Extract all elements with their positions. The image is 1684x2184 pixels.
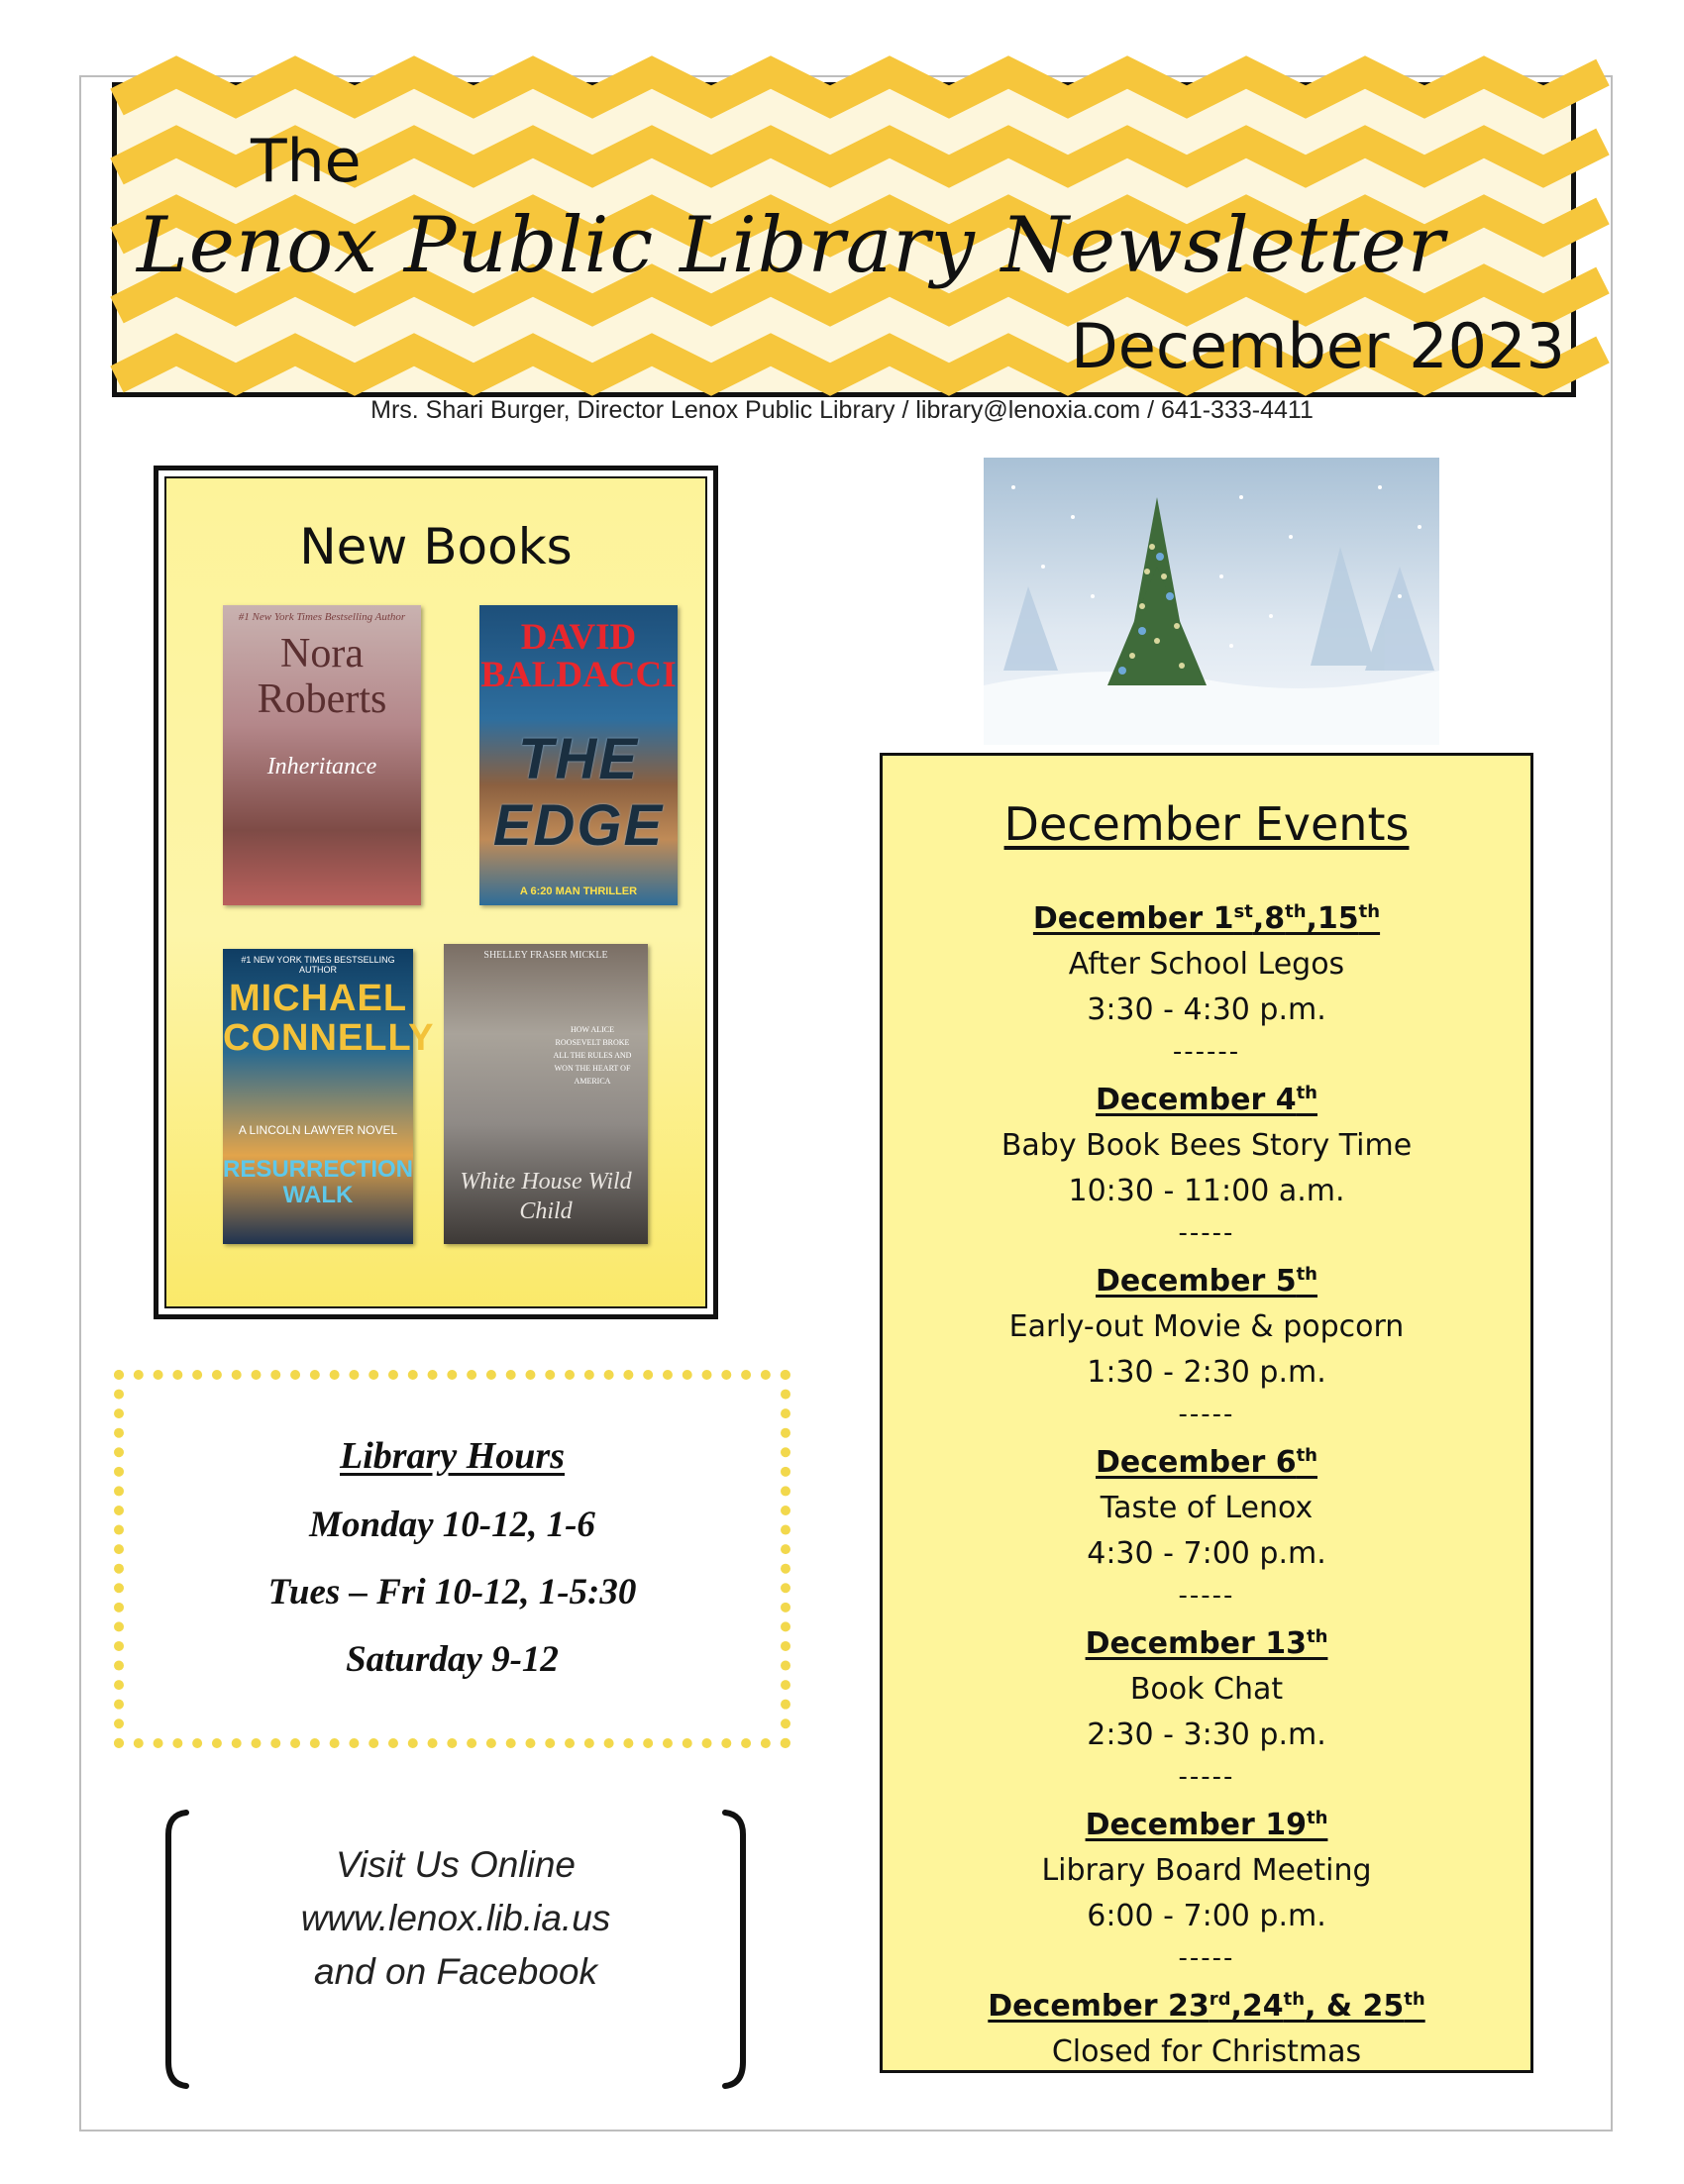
hours-line-saturday: Saturday 9-12 [346, 1639, 559, 1680]
contact-line: Mrs. Shari Burger, Director Lenox Public Library / library@lenoxia.com / 641-333-4411 [370, 396, 1314, 424]
library-hours-title: Library Hours [340, 1435, 565, 1477]
event-date: December 23rd,24th, & 25th [988, 1989, 1425, 2024]
hours-line-tues-fri: Tues – Fri 10-12, 1-5:30 [267, 1572, 637, 1612]
event-item [883, 1614, 1530, 1796]
book-title: Inheritance [266, 754, 377, 780]
book-title: RESURRECTION WALK [223, 1156, 414, 1208]
newsletter-banner [112, 82, 1576, 397]
event-separator: ----- [1178, 1581, 1235, 1611]
event-name: Library Board Meeting [1041, 1853, 1372, 1888]
event-time: 4:30 - 7:00 p.m. [1087, 1536, 1326, 1571]
event-time: 6:00 - 7:00 p.m. [1087, 1899, 1326, 1933]
book-author: Nora Roberts [257, 631, 387, 722]
event-date: December 5th [1096, 1264, 1317, 1299]
event-time: 2:30 - 3:30 p.m. [1087, 1717, 1326, 1752]
book-tagline: #1 New York Times Bestselling Author [238, 611, 406, 623]
events-list [883, 889, 1530, 2075]
book-cover-resurrection-walk [223, 949, 435, 1244]
book-cover-inheritance [223, 605, 421, 905]
event-date: December 19th [1085, 1808, 1328, 1842]
event-name: Taste of Lenox [1100, 1491, 1314, 1525]
event-name: Early-out Movie & popcorn [1008, 1309, 1405, 1344]
newsletter-date: December 2023 [1071, 310, 1565, 382]
event-separator: ----- [1178, 1943, 1235, 1973]
book-blurb: HOW ALICE ROOSEVELT BROKE ALL THE RULES AND WON THE HEART OF AMERICA [553, 1025, 632, 1086]
website-link[interactable]: www.lenox.lib.ia.us [300, 1898, 611, 1938]
book-author: DAVID BALDACCI [480, 617, 677, 695]
event-date: December 1st,8th,15th [1032, 901, 1381, 936]
event-time: 3:30 - 4:30 p.m. [1087, 992, 1326, 1027]
events-title: December Events [1003, 797, 1410, 851]
event-separator: ----- [1178, 1400, 1235, 1429]
book-title: White House Wild Child [460, 1169, 632, 1224]
event-separator: ------ [1172, 1037, 1241, 1067]
event-item [883, 1796, 1530, 1977]
visit-online-box [158, 1805, 753, 2092]
facebook-label: and on Facebook [314, 1951, 597, 1992]
event-name: Baby Book Bees Story Time [1000, 1128, 1413, 1163]
event-time: 1:30 - 2:30 p.m. [1087, 1355, 1326, 1390]
book-subtitle: A LINCOLN LAWYER NOVEL [238, 1123, 398, 1137]
event-item [883, 1433, 1530, 1614]
book-tagline: A 6:20 MAN THRILLER [519, 885, 638, 897]
events-panel [880, 753, 1533, 2073]
event-name: Book Chat [1129, 1672, 1284, 1707]
event-item [883, 889, 1530, 1071]
newsletter-title: Lenox Public Library Newsletter [137, 201, 1446, 290]
book-title: THE EDGE [492, 727, 665, 858]
event-separator: ----- [1178, 1218, 1235, 1248]
event-item [883, 1071, 1530, 1252]
winter-tree-image [984, 458, 1439, 745]
event-time: 10:30 - 11:00 a.m. [1068, 1174, 1345, 1208]
event-name: After School Legos [1068, 947, 1345, 982]
visit-online-label: Visit Us Online [336, 1844, 576, 1885]
event-date: December 4th [1096, 1083, 1317, 1117]
new-books-title: New Books [299, 518, 573, 575]
event-item [883, 1977, 1530, 2075]
book-author: MICHAEL CONNELLY [223, 978, 435, 1059]
event-date: December 6th [1096, 1445, 1317, 1480]
hours-line-monday: Monday 10-12, 1-6 [309, 1505, 595, 1545]
event-date: December 13th [1085, 1626, 1328, 1661]
event-name: Closed for Christmas [1051, 2034, 1362, 2069]
book-tagline: SHELLEY FRASER MICKLE [483, 950, 608, 961]
event-separator: ----- [1178, 1762, 1235, 1792]
book-tagline: #1 NEW YORK TIMES BESTSELLING AUTHOR [241, 955, 395, 975]
book-cover-the-edge [479, 605, 678, 905]
banner-the: The [251, 127, 362, 196]
library-hours-box [114, 1370, 790, 1748]
new-books-panel [154, 466, 718, 1319]
event-item [883, 1252, 1530, 1433]
book-cover-white-house-wild-child [444, 944, 648, 1244]
